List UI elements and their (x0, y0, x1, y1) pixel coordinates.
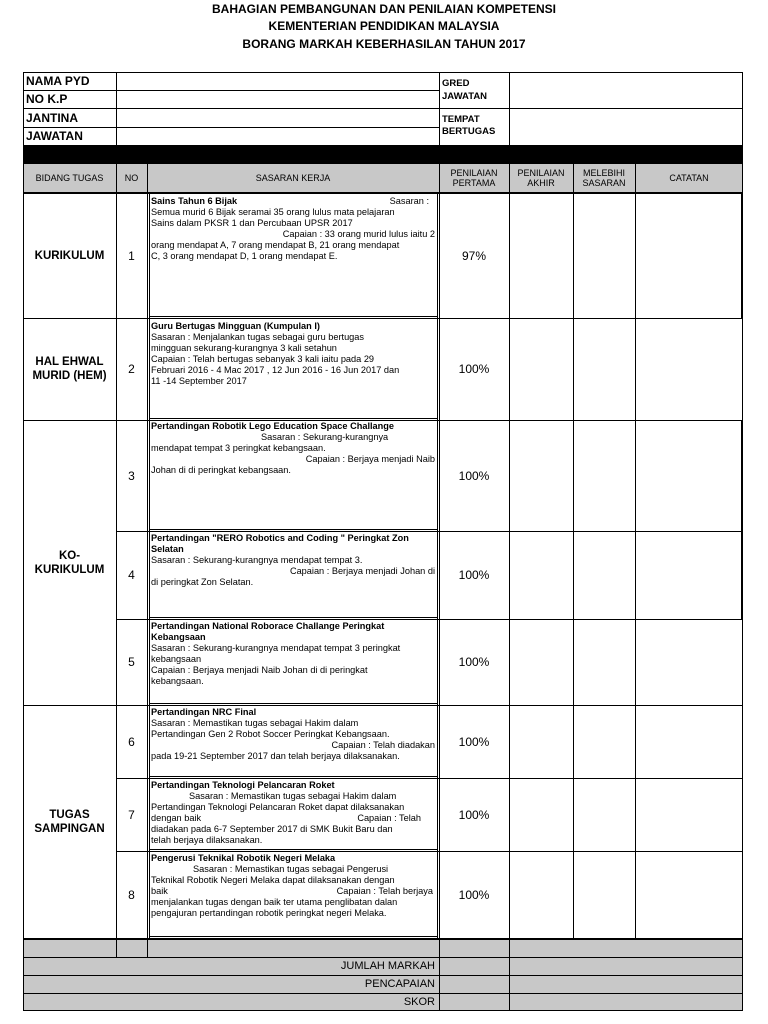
task-5-line3: Sasaran : Sekurang-kurangnya mendapat tempat 3 peringkat (151, 643, 401, 653)
section-ts-line2: SAMPINGAN (34, 823, 105, 835)
label-gred: GRED (442, 78, 470, 89)
task-3-line4: Capaian : Berjaya menjadi Naib (305, 454, 435, 464)
task-5 (151, 621, 435, 687)
task-3-line3: mendapat tempat 3 peringkat kebangsaan. (151, 443, 326, 453)
task-2-line6: 11 -14 September 2017 (151, 376, 247, 386)
row-pct-8: 100% (458, 888, 490, 902)
row-no-1: 1 (128, 248, 135, 263)
row-no-3: 3 (128, 468, 135, 483)
task-2 (151, 321, 435, 387)
col-pp-line2: PERTAMA (452, 178, 496, 188)
task-5-line5: Capaian : Berjaya menjadi Naib Johan di di peringkat (151, 665, 368, 675)
task-2-line2: Sasaran : Menjalankan tugas sebagai guru bertugas (151, 332, 364, 342)
summary-pencapaian: PENCAPAIAN (364, 978, 435, 990)
row-no-6: 6 (128, 734, 135, 749)
col-ms-line2: SASARAN (582, 178, 626, 188)
input-jantina[interactable] (117, 109, 438, 127)
task-5-title2: Kebangsaan (151, 632, 206, 642)
col-melebihi-sasaran (573, 163, 635, 193)
task-1-line6: C, 3 orang mendapat D, 1 orang mendapat E. (151, 251, 338, 261)
task-8 (151, 853, 435, 919)
task-7-line3: Pertandingan Teknologi Pelancaran Roket dapat dilaksanakan (151, 802, 405, 812)
task-3-title: Pertandingan Robotik Lego Education Space Challange (151, 421, 394, 431)
col-penilaian-akhir (509, 163, 573, 193)
row-pct-1: 97% (461, 248, 487, 263)
task-5-line4: kebangsaan (151, 654, 202, 664)
col-catatan: CATATAN (669, 173, 709, 183)
task-6-line5: pada 19-21 September 2017 dan telah berjaya dilaksanakan. (151, 751, 400, 761)
task-7-line4a: dengan baik (151, 813, 202, 823)
row-pct-6: 100% (458, 734, 490, 749)
label-jantina: JANTINA (26, 111, 79, 125)
form-title-line1: BAHAGIAN PEMBANGUNAN DAN PENILAIAN KOMPETENSI (211, 2, 556, 16)
form-title-line3: BORANG MARKAH KEBERHASILAN TAHUN 2017 (242, 37, 526, 51)
task-4-line5: di peringkat Zon Selatan. (151, 577, 254, 587)
label-jawatan: JAWATAN (26, 129, 83, 143)
task-5-title: Pertandingan National Roborace Challange Peringkat (151, 621, 385, 631)
col-ms-line1: MELEBIHI (582, 168, 625, 178)
col-bidang-tugas: BIDANG TUGAS (35, 173, 104, 183)
task-1-line5: orang mendapat A, 7 orang mendapat B, 21 orang mendapat (151, 240, 400, 250)
row-pct-3: 100% (458, 468, 490, 483)
section-ko-line1: KO- (58, 549, 81, 562)
task-4-line3: Sasaran : Sekurang-kurangnya mendapat tempat 3. (151, 555, 363, 565)
row-no-8: 8 (128, 888, 135, 902)
task-1-line4: Capaian : 33 orang murid lulus iaitu 2 (282, 229, 435, 239)
col-pa-line1: PENILAIAN (517, 168, 565, 178)
col-penilaian-pertama (439, 163, 509, 193)
col-pp-line1: PENILAIAN (450, 168, 498, 178)
task-8-line3: Teknikal Robotik Negeri Melaka dapat dilaksanakan dengan (151, 875, 395, 885)
row-pct-2: 100% (458, 362, 490, 376)
task-2-line5: Februari 2016 - 4 Mac 2017 , 12 Jun 2016 - 16 Jun 2017 dan (151, 365, 400, 375)
task-3 (151, 421, 435, 476)
col-sasaran-kerja: SASARAN KERJA (255, 173, 331, 183)
task-6-line4: Capaian : Telah diadakan (331, 740, 435, 750)
section-kurikulum: KURIKULUM (34, 249, 105, 262)
section-hem-line1: HAL EHWAL (35, 356, 104, 368)
task-7-title: Pertandingan Teknologi Pelancaran Roket (151, 780, 335, 790)
summary-skor: SKOR (403, 996, 435, 1008)
separator-bar (23, 146, 743, 163)
task-7-line5: diadakan pada 6-7 September 2017 di SMK Bukit Baru dan (151, 824, 393, 834)
task-8-title: Pengerusi Teknikal Robotik Negeri Melaka (151, 853, 336, 863)
col-pa-line2: AKHIR (527, 178, 555, 188)
task-4-line4: Capaian : Berjaya menjadi Johan di (289, 566, 435, 576)
task-4-title2: Selatan (151, 544, 184, 554)
task-8-line4b: Capaian : Telah berjaya (336, 886, 433, 896)
row-no-2: 2 (128, 362, 135, 376)
label-tempat: TEMPAT (442, 114, 480, 125)
task-1 (151, 196, 435, 262)
task-2-line4: Capaian : Telah bertugas sebanyak 3 kali iaitu pada 29 (151, 354, 375, 364)
task-2-title: Guru Bertugas Mingguan (Kumpulan I) (151, 321, 320, 331)
section-tugas-sampingan (23, 705, 116, 939)
task-3-line5: Johan di di peringkat kebangsaan. (151, 465, 291, 475)
task-7-line2: Sasaran : Memastikan tugas sebagai Hakim dalam (189, 791, 397, 801)
row-no-5: 5 (128, 655, 135, 669)
summary-jumlah-markah: JUMLAH MARKAH (340, 960, 435, 972)
task-1-line2: Semua murid 6 Bijak seramai 35 orang lulus mata pelajaran (151, 207, 395, 217)
task-8-line5: menjalankan tugas dengan baik ter utama penglibatan dalan (151, 897, 398, 907)
task-2-line3: mingguan sekurang-kurangnya 3 kali setahun (151, 343, 337, 353)
label-gred-jawatan: JAWATAN (442, 91, 488, 102)
label-nama-pyd: NAMA PYD (26, 74, 90, 88)
task-8-line2: Sasaran : Memastikan tugas sebagai Pengerusi (193, 864, 389, 874)
input-no-kp[interactable] (117, 91, 438, 108)
task-1-title: Sains Tahun 6 Bijak (151, 196, 238, 206)
task-3-line2: Sasaran : Sekurang-kurangnya (261, 432, 389, 442)
task-6-line2: Sasaran : Memastikan tugas sebagai Hakim dalam (151, 718, 359, 728)
task-5-line6: kebangsaan. (151, 676, 204, 686)
task-7-line6: telah berjaya dilaksanakan. (151, 835, 263, 845)
task-6-title: Pertandingan NRC Final (151, 707, 257, 717)
task-6-line3: Pertandingan Gen 2 Robot Soccer Peringkat Kebangsaan. (151, 729, 390, 739)
section-ko-line2: KURIKULUM (34, 563, 105, 576)
input-tempat-bertugas[interactable] (510, 109, 742, 145)
task-7-line4b: Capaian : Telah (357, 813, 421, 823)
input-nama-pyd[interactable] (117, 73, 438, 90)
label-bertugas: BERTUGAS (442, 126, 496, 137)
task-4-title: Pertandingan "RERO Robotics and Coding " Peringkat Zon (151, 533, 409, 543)
input-jawatan[interactable] (117, 128, 438, 145)
task-4 (151, 533, 435, 588)
form-title-line2: KEMENTERIAN PENDIDIKAN MALAYSIA (268, 19, 500, 33)
col-no: NO (124, 173, 139, 183)
label-no-kp: NO K.P (26, 92, 68, 106)
row-pct-7: 100% (458, 807, 490, 822)
section-hem-line2: MURID (HEM) (32, 370, 107, 382)
row-no-7: 7 (128, 807, 135, 822)
task-1-sasaran-label: Sasaran : (389, 196, 429, 206)
task-8-line4a: baik (151, 886, 168, 896)
section-hem (23, 318, 116, 420)
row-pct-4: 100% (458, 568, 490, 582)
row-no-4: 4 (128, 568, 135, 582)
task-7 (151, 780, 435, 846)
section-kokurikulum (23, 420, 116, 705)
task-6 (151, 707, 435, 762)
row-pct-5: 100% (458, 655, 490, 669)
task-1-line3: Sains dalam PKSR 1 dan Percubaan UPSR 2017 (151, 218, 353, 228)
input-gred-jawatan[interactable] (510, 73, 742, 108)
task-8-line6: pengajuran pertandingan robotik peringkat negeri Melaka. (151, 908, 387, 918)
section-ts-line1: TUGAS (49, 809, 90, 821)
